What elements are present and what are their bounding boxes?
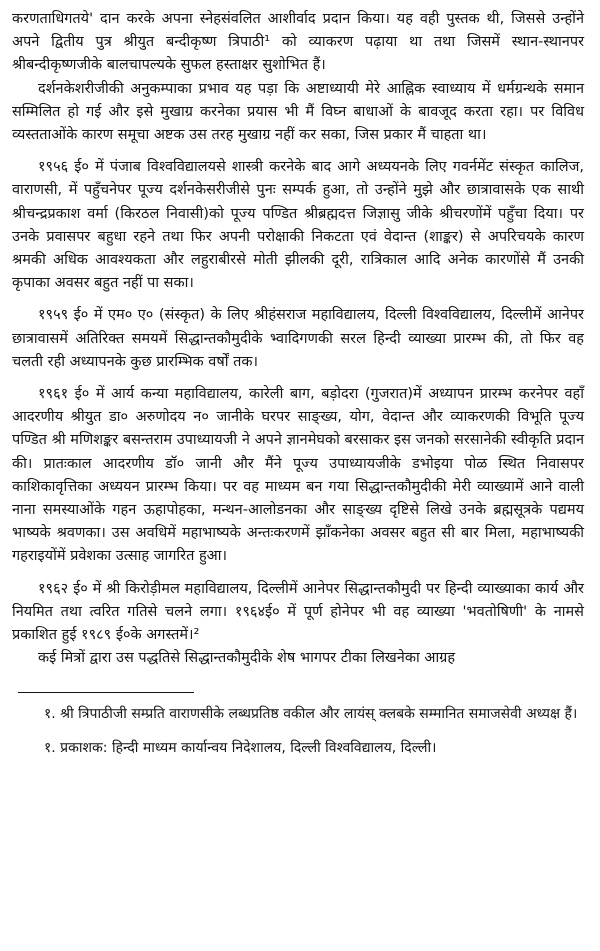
body-text [12, 8, 584, 670]
paragraph-friends-request: कई मित्रों द्वारा उस पद्धतिसे सिद्धान्तकौमुदीके शेष भागपर टीका लिखनेका आग्रह [38, 650, 456, 667]
paragraph-1956: १९५६ ई० में पंजाब विश्वविद्यालयसे शास्त्री करनेके बाद आगे अध्ययनके लिए गवर्नमेंट संस्कृत कालिज, वाराणसी, में पहुँचनेपर पूज्य दर्शनकेसरीजीसे पुनः सम्पर्क हुआ, तो उन्होंने मुझे और छात्रावासके एक साथी श्रीचन्द्रप्रकाश वर्मा (किरठल निवासी)को पूज्य पण्डित श्रीब्रह्मदत्त जिज्ञासु जीके श्रीचरणोंमें पहुँचा दिया। पर उनके प्रवासपर बहुधा रहने तथा फिर अपनी परोक्षाकी निकटता एवं वेदान्त (शाङ्कर) से अपरिचयके कारण श्रमकी अधिक आवश्यकता और लहुराबीरसे मोती झीलकी दूरी, रात्रिकाल आदि अनेक कारणोंसे मैं उनकी कृपाका अवसर बहुत नहीं पा सका। [12, 159, 584, 292]
footnote-divider [18, 692, 194, 693]
footnotes [12, 692, 584, 759]
paragraph-1962: १९६२ ई० में श्री किरोड़ीमल महाविद्यालय, दिल्लीमें आनेपर सिद्धान्तकौमुदी पर हिन्दी व्याख्याका कार्य और नियमित तथा त्वरित गतिसे चलने लगा। १९६४ई० में पूर्ण होनेपर भी वह व्याख्या 'भवतोषिणी' के नामसे प्रकाशित हुई १९८९ ई०के अगस्तमें।² [12, 580, 584, 644]
paragraph-continuation: करणताधिगतये' दान करके अपना स्नेहसंवलित आशीर्वाद प्रदान किया। यह वही पुस्तक थी, जिससे उन्होंने अपने द्वितीय पुत्र श्रीयुत बन्दीकृष्ण त्रिपाठी¹ को व्याकरण पढ़ाया था तथा जिसमें स्थान-स्थानपर श्रीबन्दीकृष्णजीके बालचापल्यके सुफल हस्ताक्षर सुशोभित हैं। [12, 11, 584, 74]
footnote-2: १. प्रकाशक: हिन्दी माध्यम कार्यान्वय निदेशालय, दिल्ली विश्वविद्यालय, दिल्ली। [44, 740, 437, 757]
paragraph-1961: १९६१ ई० में आर्य कन्या महाविद्यालय, कारेली बाग, बड़ोदरा (गुजरात)में अध्यापन प्रारम्भ करनेपर वहाँ आदरणीय श्रीयुत डा० अरुणोदय न० जानीके घरपर साङ्ख्य, योग, वेदान्त और व्याकरणकी विभूति पूज्य पण्डित श्री मणिशङ्कर बसन्तराम उपाध्यायजी ने अपने ज्ञानमेघको बरसाकर इस जनको सरसानेकी स्वीकृति प्रदान की। प्रातःकाल आदरणीय डॉ० जानी और मैंने पूज्य उपाध्यायजीके डभोइया पोळ स्थित निवासपर काशिकावृत्तिका अध्ययन प्रारम्भ किया। पर वह माध्यम बन गया सिद्धान्तकौमुदीकी मेरी व्याख्यामें आने वाली नाना समस्याओंके गहन ऊहापोहका, मन्थन-आलोडनका और साङ्ख्य दृष्टिसे लिखे उनके ब्रह्मसूत्रके पद्यमय भाष्यके श्रवणका। उस अवधिमें महाभाष्यके अन्तःकरणमें झाँकनेका अवसर बहुत सी बार मिला, महाभाष्यकी गहराइयोंमें प्रवेशका उत्साह जागरित हुआ। [12, 386, 584, 565]
paragraph-1959: १९५९ ई० में एम० ए० (संस्कृत) के लिए श्रीहंसराज महाविद्यालय, दिल्ली विश्वविद्यालय, दिल्लीमें आनेपर छात्रावासमें अतिरिक्त समयमें सिद्धान्तकौमुदीके भ्वादिगणकी सरल हिन्दी व्याख्या प्रारम्भ की, तो फिर वह चलती रही अध्यापनके कुछ प्रारम्भिक वर्षों तक। [12, 307, 584, 370]
footnote-1: १. श्री त्रिपाठीजी सम्प्रति वाराणसीके लब्धप्रतिष्ठ वकील और लायंस् क्लबके सम्मानित समाजसेवी अध्यक्ष हैं। [44, 706, 578, 723]
paragraph-darshankesari: दर्शनकेशरीजीकी अनुकम्पाका प्रभाव यह पड़ा कि अष्टाध्यायी मेरे आह्निक स्वाध्याय में धर्मग्रन्थके समान सम्मिलित हो गई और इसे मुखाग्र करनेका प्रयास भी मैं विघ्न बाधाओं के बावजूद करता रहा। पर विविध व्यस्तताओंके कारण समूचा अष्टक उस तरह मुखाग्र नहीं कर सका, जिस प्रकार मैं चाहता था। [12, 80, 584, 144]
